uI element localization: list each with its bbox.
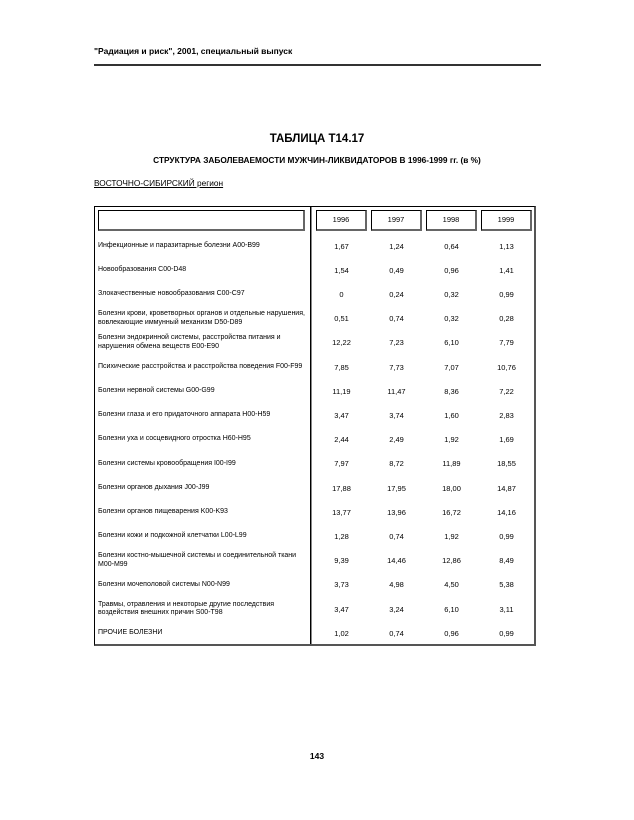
value-cell-1996: 3,73 [334,580,349,590]
value-cell-1997: 3,24 [389,604,404,614]
value-cell-1999: 7,79 [499,338,514,348]
value-cell-1997: 7,73 [389,362,404,372]
value-cell-1997: 0,74 [389,314,404,324]
value-cell-1998: 1,92 [444,435,459,445]
table-row [95,452,534,476]
table-row [95,597,534,621]
value-cell-1996: 2,44 [334,435,349,445]
value-cell-1996: 3,47 [334,410,349,420]
value-cell-1999: 14,16 [497,507,516,517]
value-cell-1997: 2,49 [389,435,404,445]
value-cell-1997: 0,49 [389,265,404,275]
row-label: Болезни уха и сосцевидного отростка H60-H95 [98,435,251,443]
morbidity-table [94,206,536,646]
row-label: Злокачественные новообразования C00-C97 [98,290,245,298]
value-cell-1999: 0,99 [499,289,514,299]
value-cell-1998: 4,50 [444,580,459,590]
table-row [95,476,534,500]
value-cell-1996: 1,28 [334,531,349,541]
value-cell-1996: 7,97 [334,459,349,469]
column-header-1998: 1998 [426,210,477,231]
value-cell-1999: 10,76 [497,362,516,372]
page-number: 143 [309,751,325,761]
value-cell-1998: 0,96 [444,265,459,275]
value-cell-1996: 1,02 [334,628,349,638]
column-header-1996: 1996 [316,210,367,231]
value-cell-1996: 1,54 [334,265,349,275]
running-header: "Радиация и риск", 2001, специальный выпуск [94,46,293,56]
value-cell-1996: 7,85 [334,362,349,372]
value-cell-1996: 3,47 [334,604,349,614]
value-cell-1997: 8,72 [389,459,404,469]
value-cell-1998: 6,10 [444,604,459,614]
row-label: Психические расстройства и расстройства поведения F00-F99 [98,362,303,370]
value-cell-1999: 0,99 [499,531,514,541]
table-row [95,379,534,403]
table-row [95,307,534,331]
value-cell-1997: 1,24 [389,241,404,251]
value-cell-1999: 2,83 [499,410,514,420]
value-cell-1998: 12,86 [442,556,461,566]
value-cell-1999: 18,55 [497,459,516,469]
value-cell-1997: 7,23 [389,338,404,348]
value-cell-1998: 11,89 [442,459,461,469]
value-cell-1996: 13,77 [332,507,351,517]
row-label: Болезни глаза и его придаточного аппарата H00-H59 [98,411,271,419]
table-row [95,282,534,306]
row-label: Болезни нервной системы G00-G99 [98,387,215,395]
value-cell-1998: 1,92 [444,531,459,541]
table-row [95,234,534,258]
value-cell-1997: 11,47 [387,386,406,396]
table-row [95,403,534,427]
row-label: Болезни органов пищеварения K00-K93 [98,508,228,516]
table-row [95,331,534,355]
value-cell-1996: 0 [339,289,344,299]
row-label: Болезни мочеполовой системы N00-N99 [98,580,230,588]
value-cell-1996: 12,22 [332,338,351,348]
value-cell-1997: 13,96 [387,507,406,517]
table-row [95,573,534,597]
value-cell-1996: 17,88 [332,483,351,493]
value-cell-1996: 0,51 [334,314,349,324]
value-cell-1998: 1,60 [444,410,459,420]
row-label: Травмы, отравления и некоторые другие последствия воздействия внешних причин S00-T98 [98,600,275,617]
row-label: Новообразования C00-D48 [98,266,187,274]
value-cell-1999: 3,11 [499,604,514,614]
value-cell-1999: 7,22 [499,386,514,396]
row-label: Инфекционные и паразитарные болезни A00-B99 [98,241,260,249]
row-label: Болезни эндокринной системы, расстройства питания и нарушения обмена веществ E00-E90 [98,334,281,350]
row-label: Болезни крови, кроветворных органов и отдельные нарушения, вовлекающие иммунный механизм D50-D89 [98,310,305,326]
value-cell-1999: 0,28 [499,314,514,324]
table-row [95,428,534,452]
header-empty-cell [98,210,305,231]
value-cell-1999: 1,41 [499,265,514,275]
value-cell-1998: 0,96 [444,628,459,638]
row-label: Болезни органов дыхания J00-J99 [98,483,210,491]
region-label: ВОСТОЧНО-СИБИРСКИЙ регион [94,178,224,188]
value-cell-1998: 7,07 [444,362,459,372]
value-cell-1998: 0,32 [444,314,459,324]
value-cell-1997: 4,98 [389,580,404,590]
value-cell-1998: 0,32 [444,289,459,299]
table-row [95,524,534,548]
row-label: Болезни костно-мышечной системы и соединительной ткани M00-M99 [98,552,297,568]
row-label: ПРОЧИЕ БОЛЕЗНИ [98,629,163,637]
value-cell-1997: 14,46 [387,556,406,566]
header-rule [94,64,541,66]
value-cell-1999: 1,69 [499,435,514,445]
value-cell-1997: 3,74 [389,410,404,420]
value-cell-1999: 0,99 [499,628,514,638]
row-label: Болезни системы кровообращения I00-I99 [98,459,236,467]
table-subtitle: СТРУКТУРА ЗАБОЛЕВАЕМОСТИ МУЖЧИН-ЛИКВИДАТОРОВ В 1996-1999 гг. (в %) [153,155,481,165]
value-cell-1996: 1,67 [334,241,349,251]
value-cell-1996: 11,19 [332,386,351,396]
table-row [95,621,534,645]
value-cell-1998: 18,00 [442,483,461,493]
value-cell-1998: 0,64 [444,241,459,251]
value-cell-1997: 17,95 [387,483,406,493]
table-row [95,500,534,524]
value-cell-1999: 5,38 [499,580,514,590]
value-cell-1998: 8,36 [444,386,459,396]
table-row [95,549,534,573]
table-row [95,258,534,282]
value-cell-1997: 0,74 [389,531,404,541]
column-header-1999: 1999 [481,210,532,231]
table-title: ТАБЛИЦА Т14.17 [269,133,365,145]
value-cell-1997: 0,74 [389,628,404,638]
value-cell-1999: 14,87 [497,483,516,493]
value-cell-1997: 0,24 [389,289,404,299]
row-label: Болезни кожи и подкожной клетчатки L00-L99 [98,532,247,540]
value-cell-1998: 6,10 [444,338,459,348]
value-cell-1999: 8,49 [499,556,514,566]
value-cell-1998: 16,72 [442,507,461,517]
table-row [95,355,534,379]
value-cell-1996: 9,39 [334,556,349,566]
value-cell-1999: 1,13 [499,241,514,251]
column-header-1997: 1997 [371,210,422,231]
